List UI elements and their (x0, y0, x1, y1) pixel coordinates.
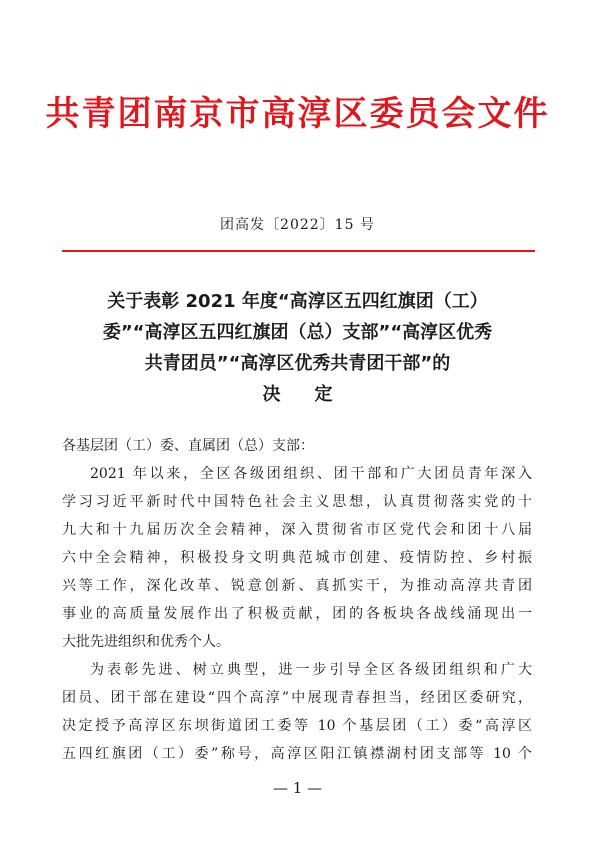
salutation: 各基层团（工）委、直属团（总）支部： (62, 438, 314, 454)
paragraph-line: 决定授予高淳区东坝街道团工委等 10 个基层团（工）委“高淳区 (62, 718, 532, 734)
paragraph-line: 大批先进组织和优秀个人。 (62, 634, 230, 650)
paragraph-1 (62, 460, 532, 656)
document-header-title: 共青团南京市高淳区委员会文件 (45, 94, 550, 134)
paragraph-line: 五四红旗团（工）委”称号，高淳区阳江镇襟湖村团支部等 10 个 (62, 746, 532, 762)
paragraph-line: 为表彰先进、树立典型，进一步引导全区各级团组织和广大 (90, 662, 532, 678)
paragraph-line: 九大和十九届历次全会精神，深入贯彻省市区党代会和团十八届 (62, 522, 532, 538)
document-body (62, 432, 532, 768)
paragraph-line: 团员、团干部在建设“四个高淳”中展现青春担当，经团区委研究， (62, 690, 532, 706)
document-number: 团高发〔2022〕15 号 (220, 217, 375, 233)
paragraph-line: 事业的高质量发展作出了积极贡献，团的各板块各战线涌现出一 (62, 606, 532, 622)
paragraph-line: 学习习近平新时代中国特色社会主义思想，认真贯彻落实党的十 (62, 494, 532, 510)
paragraph-line: 兴等工作，深化改革、锐意创新、真抓实干，为推动高淳共青团 (62, 578, 532, 594)
title-line: 关于表彰 2021 年度“高淳区五四红旗团（工） (107, 291, 488, 312)
title-line: 委”“高淳区五四红旗团（总）支部”“高淳区优秀 (102, 322, 493, 343)
document-title (60, 286, 535, 410)
paragraph-line: 六中全会精神，积极投身文明典范城市创建、疫情防控、乡村振 (62, 550, 532, 566)
paragraph-line: 2021 年以来，全区各级团组织、团干部和广大团员青年深入 (90, 466, 532, 482)
title-line: 决定 (262, 384, 367, 405)
red-divider-line (62, 250, 535, 252)
paragraph-2 (62, 656, 532, 768)
page-number: — 1 — (272, 779, 323, 797)
title-line: 共青团员”“高淳区优秀共青团干部”的 (144, 353, 451, 374)
